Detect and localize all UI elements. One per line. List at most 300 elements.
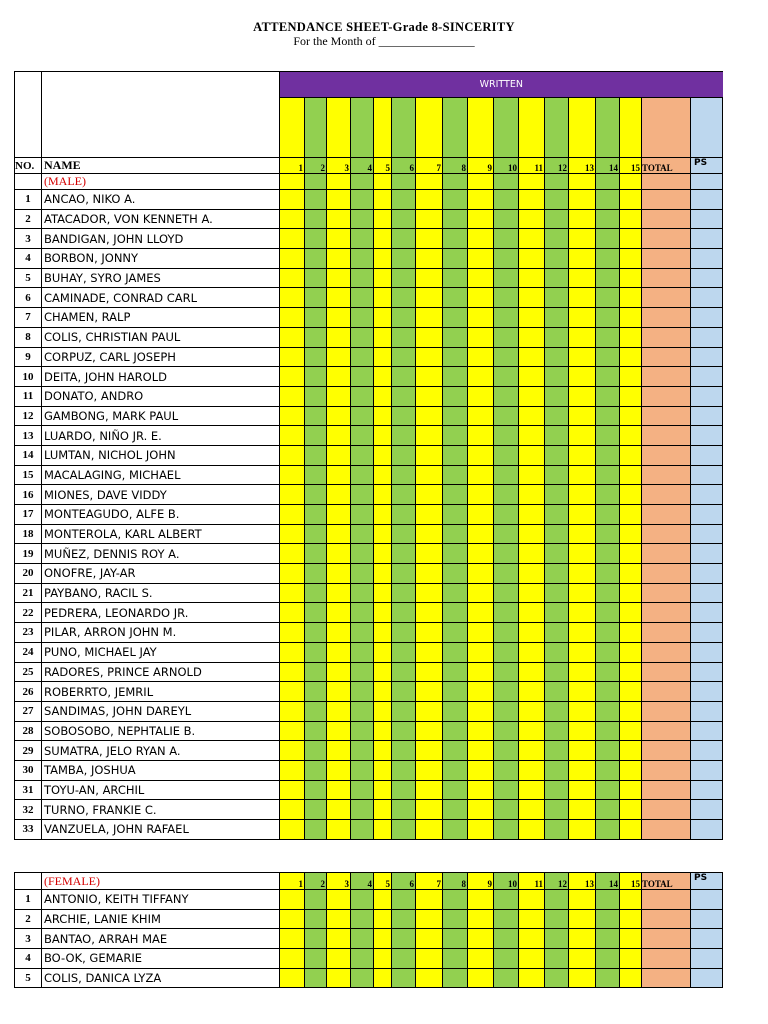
attendance-cell-day-9[interactable] [468,583,494,603]
attendance-cell-day-10[interactable] [494,741,519,761]
attendance-cell-day-6[interactable] [392,426,416,446]
attendance-cell-day-14[interactable] [596,800,620,820]
attendance-cell-day-9[interactable] [468,505,494,525]
attendance-cell-day-15[interactable] [620,949,642,969]
attendance-cell-day-6[interactable] [392,701,416,721]
attendance-cell-day-3[interactable] [327,929,351,949]
attendance-cell-day-9[interactable] [468,327,494,347]
attendance-cell-day-3[interactable] [327,721,351,741]
attendance-cell-day-5[interactable] [374,426,392,446]
attendance-cell-day-1[interactable] [280,268,305,288]
attendance-cell-day-12[interactable] [545,465,569,485]
attendance-cell-day-8[interactable] [443,820,468,840]
attendance-cell-day-8[interactable] [443,268,468,288]
attendance-cell-day-14[interactable] [596,465,620,485]
attendance-cell-day-3[interactable] [327,760,351,780]
attendance-cell-day-4[interactable] [351,190,374,210]
attendance-cell-day-11[interactable] [519,701,545,721]
total-cell[interactable] [642,288,691,308]
attendance-cell-day-11[interactable] [519,642,545,662]
attendance-cell-day-1[interactable] [280,465,305,485]
attendance-cell-day-3[interactable] [327,909,351,929]
attendance-cell-day-14[interactable] [596,524,620,544]
attendance-cell-day-11[interactable] [519,760,545,780]
attendance-cell-day-9[interactable] [468,929,494,949]
attendance-cell-day-3[interactable] [327,465,351,485]
attendance-cell-day-10[interactable] [494,820,519,840]
total-cell[interactable] [642,949,691,969]
attendance-cell-day-2[interactable] [305,623,327,643]
attendance-cell-day-7[interactable] [416,890,443,910]
attendance-cell-day-5[interactable] [374,308,392,328]
attendance-cell-day-12[interactable] [545,564,569,584]
attendance-cell-day-14[interactable] [596,701,620,721]
attendance-cell-day-15[interactable] [620,760,642,780]
attendance-cell-day-11[interactable] [519,485,545,505]
attendance-cell-day-14[interactable] [596,780,620,800]
attendance-cell-day-8[interactable] [443,929,468,949]
attendance-cell-day-1[interactable] [280,741,305,761]
attendance-cell-day-7[interactable] [416,347,443,367]
ps-cell[interactable] [691,968,723,988]
attendance-cell-day-2[interactable] [305,445,327,465]
attendance-cell-day-7[interactable] [416,662,443,682]
attendance-cell-day-15[interactable] [620,485,642,505]
attendance-cell-day-11[interactable] [519,682,545,702]
attendance-cell-day-13[interactable] [569,406,596,426]
attendance-cell-day-3[interactable] [327,190,351,210]
attendance-cell-day-6[interactable] [392,406,416,426]
attendance-cell-day-4[interactable] [351,642,374,662]
attendance-cell-day-13[interactable] [569,308,596,328]
attendance-cell-day-14[interactable] [596,268,620,288]
attendance-cell-day-12[interactable] [545,524,569,544]
attendance-cell-day-5[interactable] [374,800,392,820]
attendance-cell-day-5[interactable] [374,386,392,406]
attendance-cell-day-3[interactable] [327,968,351,988]
attendance-cell-day-1[interactable] [280,209,305,229]
ps-cell[interactable] [691,564,723,584]
attendance-cell-day-10[interactable] [494,662,519,682]
attendance-cell-day-11[interactable] [519,229,545,249]
attendance-cell-day-6[interactable] [392,909,416,929]
total-cell[interactable] [642,564,691,584]
attendance-cell-day-4[interactable] [351,890,374,910]
attendance-cell-day-4[interactable] [351,367,374,387]
attendance-cell-day-6[interactable] [392,662,416,682]
attendance-cell-day-15[interactable] [620,721,642,741]
attendance-cell-day-3[interactable] [327,327,351,347]
total-cell[interactable] [642,445,691,465]
attendance-cell-day-6[interactable] [392,268,416,288]
attendance-cell-day-6[interactable] [392,288,416,308]
attendance-cell-day-8[interactable] [443,949,468,969]
attendance-cell-day-9[interactable] [468,445,494,465]
attendance-cell-day-15[interactable] [620,929,642,949]
attendance-cell-day-15[interactable] [620,288,642,308]
attendance-cell-day-4[interactable] [351,701,374,721]
attendance-cell-day-15[interactable] [620,367,642,387]
attendance-cell-day-4[interactable] [351,386,374,406]
attendance-cell-day-11[interactable] [519,327,545,347]
attendance-cell-day-14[interactable] [596,544,620,564]
attendance-cell-day-12[interactable] [545,929,569,949]
attendance-cell-day-7[interactable] [416,327,443,347]
attendance-cell-day-9[interactable] [468,465,494,485]
attendance-cell-day-11[interactable] [519,929,545,949]
attendance-cell-day-12[interactable] [545,367,569,387]
attendance-cell-day-10[interactable] [494,308,519,328]
attendance-cell-day-1[interactable] [280,623,305,643]
attendance-cell-day-2[interactable] [305,820,327,840]
attendance-cell-day-14[interactable] [596,406,620,426]
total-cell[interactable] [642,367,691,387]
attendance-cell-day-15[interactable] [620,642,642,662]
attendance-cell-day-1[interactable] [280,800,305,820]
attendance-cell-day-12[interactable] [545,190,569,210]
ps-cell[interactable] [691,288,723,308]
attendance-cell-day-5[interactable] [374,741,392,761]
attendance-cell-day-1[interactable] [280,760,305,780]
attendance-cell-day-15[interactable] [620,623,642,643]
attendance-cell-day-11[interactable] [519,347,545,367]
attendance-cell-day-9[interactable] [468,308,494,328]
attendance-cell-day-3[interactable] [327,949,351,969]
attendance-cell-day-11[interactable] [519,890,545,910]
attendance-cell-day-12[interactable] [545,820,569,840]
total-cell[interactable] [642,327,691,347]
total-cell[interactable] [642,909,691,929]
attendance-cell-day-8[interactable] [443,741,468,761]
attendance-cell-day-11[interactable] [519,968,545,988]
attendance-cell-day-11[interactable] [519,209,545,229]
total-cell[interactable] [642,209,691,229]
ps-cell[interactable] [691,406,723,426]
total-cell[interactable] [642,701,691,721]
attendance-cell-day-5[interactable] [374,583,392,603]
attendance-cell-day-14[interactable] [596,642,620,662]
attendance-cell-day-5[interactable] [374,780,392,800]
attendance-cell-day-2[interactable] [305,760,327,780]
attendance-cell-day-5[interactable] [374,249,392,269]
attendance-cell-day-11[interactable] [519,524,545,544]
attendance-cell-day-9[interactable] [468,780,494,800]
ps-cell[interactable] [691,485,723,505]
attendance-cell-day-4[interactable] [351,682,374,702]
attendance-cell-day-11[interactable] [519,268,545,288]
attendance-cell-day-1[interactable] [280,564,305,584]
attendance-cell-day-8[interactable] [443,968,468,988]
attendance-cell-day-15[interactable] [620,406,642,426]
total-cell[interactable] [642,662,691,682]
attendance-cell-day-10[interactable] [494,524,519,544]
attendance-cell-day-4[interactable] [351,249,374,269]
attendance-cell-day-9[interactable] [468,524,494,544]
attendance-cell-day-7[interactable] [416,682,443,702]
attendance-cell-day-15[interactable] [620,209,642,229]
attendance-cell-day-14[interactable] [596,386,620,406]
attendance-cell-day-9[interactable] [468,190,494,210]
attendance-cell-day-11[interactable] [519,249,545,269]
attendance-cell-day-5[interactable] [374,721,392,741]
attendance-cell-day-11[interactable] [519,583,545,603]
attendance-cell-day-4[interactable] [351,760,374,780]
attendance-cell-day-7[interactable] [416,505,443,525]
attendance-cell-day-2[interactable] [305,524,327,544]
attendance-cell-day-6[interactable] [392,524,416,544]
attendance-cell-day-14[interactable] [596,760,620,780]
attendance-cell-day-6[interactable] [392,741,416,761]
attendance-cell-day-3[interactable] [327,642,351,662]
attendance-cell-day-7[interactable] [416,721,443,741]
attendance-cell-day-10[interactable] [494,949,519,969]
total-cell[interactable] [642,741,691,761]
attendance-cell-day-6[interactable] [392,603,416,623]
attendance-cell-day-6[interactable] [392,623,416,643]
attendance-cell-day-12[interactable] [545,386,569,406]
ps-cell[interactable] [691,505,723,525]
attendance-cell-day-4[interactable] [351,524,374,544]
total-cell[interactable] [642,249,691,269]
attendance-cell-day-12[interactable] [545,603,569,623]
attendance-cell-day-5[interactable] [374,909,392,929]
attendance-cell-day-5[interactable] [374,564,392,584]
attendance-cell-day-7[interactable] [416,603,443,623]
attendance-cell-day-11[interactable] [519,426,545,446]
attendance-cell-day-6[interactable] [392,505,416,525]
attendance-cell-day-7[interactable] [416,564,443,584]
ps-cell[interactable] [691,623,723,643]
attendance-cell-day-10[interactable] [494,485,519,505]
attendance-cell-day-11[interactable] [519,623,545,643]
attendance-cell-day-10[interactable] [494,426,519,446]
total-cell[interactable] [642,426,691,446]
attendance-cell-day-15[interactable] [620,268,642,288]
attendance-cell-day-1[interactable] [280,229,305,249]
ps-cell[interactable] [691,890,723,910]
attendance-cell-day-2[interactable] [305,544,327,564]
attendance-cell-day-12[interactable] [545,760,569,780]
attendance-cell-day-4[interactable] [351,780,374,800]
attendance-cell-day-12[interactable] [545,327,569,347]
attendance-cell-day-9[interactable] [468,367,494,387]
attendance-cell-day-3[interactable] [327,682,351,702]
attendance-cell-day-4[interactable] [351,209,374,229]
attendance-cell-day-6[interactable] [392,760,416,780]
attendance-cell-day-6[interactable] [392,544,416,564]
attendance-cell-day-7[interactable] [416,701,443,721]
attendance-cell-day-14[interactable] [596,249,620,269]
attendance-cell-day-15[interactable] [620,524,642,544]
attendance-cell-day-13[interactable] [569,949,596,969]
attendance-cell-day-13[interactable] [569,386,596,406]
attendance-cell-day-13[interactable] [569,367,596,387]
attendance-cell-day-15[interactable] [620,583,642,603]
attendance-cell-day-3[interactable] [327,623,351,643]
attendance-cell-day-14[interactable] [596,603,620,623]
attendance-cell-day-6[interactable] [392,968,416,988]
attendance-cell-day-4[interactable] [351,327,374,347]
attendance-cell-day-10[interactable] [494,929,519,949]
attendance-cell-day-8[interactable] [443,386,468,406]
attendance-cell-day-14[interactable] [596,445,620,465]
attendance-cell-day-5[interactable] [374,820,392,840]
attendance-cell-day-2[interactable] [305,229,327,249]
attendance-cell-day-13[interactable] [569,190,596,210]
attendance-cell-day-14[interactable] [596,741,620,761]
attendance-cell-day-15[interactable] [620,249,642,269]
attendance-cell-day-12[interactable] [545,505,569,525]
attendance-cell-day-10[interactable] [494,544,519,564]
attendance-cell-day-4[interactable] [351,800,374,820]
attendance-cell-day-11[interactable] [519,949,545,969]
attendance-cell-day-9[interactable] [468,268,494,288]
attendance-cell-day-9[interactable] [468,209,494,229]
ps-cell[interactable] [691,386,723,406]
attendance-cell-day-5[interactable] [374,190,392,210]
attendance-cell-day-7[interactable] [416,524,443,544]
total-cell[interactable] [642,890,691,910]
total-cell[interactable] [642,623,691,643]
attendance-cell-day-2[interactable] [305,741,327,761]
attendance-cell-day-12[interactable] [545,347,569,367]
attendance-cell-day-14[interactable] [596,367,620,387]
attendance-cell-day-4[interactable] [351,426,374,446]
attendance-cell-day-4[interactable] [351,721,374,741]
attendance-cell-day-7[interactable] [416,209,443,229]
attendance-cell-day-6[interactable] [392,308,416,328]
attendance-cell-day-13[interactable] [569,642,596,662]
attendance-cell-day-8[interactable] [443,642,468,662]
ps-cell[interactable] [691,367,723,387]
attendance-cell-day-8[interactable] [443,909,468,929]
ps-cell[interactable] [691,800,723,820]
attendance-cell-day-7[interactable] [416,623,443,643]
attendance-cell-day-11[interactable] [519,800,545,820]
attendance-cell-day-6[interactable] [392,190,416,210]
attendance-cell-day-6[interactable] [392,249,416,269]
attendance-cell-day-2[interactable] [305,701,327,721]
attendance-cell-day-5[interactable] [374,524,392,544]
ps-cell[interactable] [691,524,723,544]
attendance-cell-day-9[interactable] [468,347,494,367]
attendance-cell-day-13[interactable] [569,505,596,525]
attendance-cell-day-10[interactable] [494,642,519,662]
attendance-cell-day-12[interactable] [545,229,569,249]
ps-cell[interactable] [691,780,723,800]
attendance-cell-day-7[interactable] [416,386,443,406]
attendance-cell-day-5[interactable] [374,642,392,662]
attendance-cell-day-6[interactable] [392,642,416,662]
attendance-cell-day-1[interactable] [280,929,305,949]
attendance-cell-day-3[interactable] [327,800,351,820]
attendance-cell-day-15[interactable] [620,386,642,406]
attendance-cell-day-7[interactable] [416,367,443,387]
attendance-cell-day-12[interactable] [545,701,569,721]
attendance-cell-day-12[interactable] [545,890,569,910]
attendance-cell-day-6[interactable] [392,820,416,840]
attendance-cell-day-7[interactable] [416,406,443,426]
attendance-cell-day-2[interactable] [305,780,327,800]
attendance-cell-day-12[interactable] [545,544,569,564]
attendance-cell-day-15[interactable] [620,820,642,840]
attendance-cell-day-10[interactable] [494,505,519,525]
attendance-cell-day-10[interactable] [494,909,519,929]
attendance-cell-day-14[interactable] [596,623,620,643]
attendance-cell-day-8[interactable] [443,890,468,910]
attendance-cell-day-13[interactable] [569,760,596,780]
attendance-cell-day-1[interactable] [280,780,305,800]
attendance-cell-day-1[interactable] [280,662,305,682]
attendance-cell-day-10[interactable] [494,347,519,367]
attendance-cell-day-9[interactable] [468,662,494,682]
attendance-cell-day-15[interactable] [620,426,642,446]
attendance-cell-day-12[interactable] [545,780,569,800]
attendance-cell-day-7[interactable] [416,929,443,949]
attendance-cell-day-13[interactable] [569,701,596,721]
attendance-cell-day-13[interactable] [569,909,596,929]
attendance-cell-day-1[interactable] [280,386,305,406]
total-cell[interactable] [642,465,691,485]
attendance-cell-day-2[interactable] [305,209,327,229]
attendance-cell-day-7[interactable] [416,760,443,780]
attendance-cell-day-6[interactable] [392,465,416,485]
attendance-cell-day-7[interactable] [416,800,443,820]
attendance-cell-day-8[interactable] [443,800,468,820]
attendance-cell-day-6[interactable] [392,721,416,741]
attendance-cell-day-10[interactable] [494,721,519,741]
attendance-cell-day-8[interactable] [443,682,468,702]
attendance-cell-day-8[interactable] [443,505,468,525]
attendance-cell-day-13[interactable] [569,524,596,544]
attendance-cell-day-8[interactable] [443,760,468,780]
attendance-cell-day-9[interactable] [468,426,494,446]
attendance-cell-day-10[interactable] [494,968,519,988]
attendance-cell-day-13[interactable] [569,968,596,988]
total-cell[interactable] [642,642,691,662]
attendance-cell-day-5[interactable] [374,347,392,367]
attendance-cell-day-3[interactable] [327,820,351,840]
attendance-cell-day-11[interactable] [519,780,545,800]
attendance-cell-day-5[interactable] [374,465,392,485]
attendance-cell-day-1[interactable] [280,406,305,426]
ps-cell[interactable] [691,209,723,229]
attendance-cell-day-7[interactable] [416,426,443,446]
attendance-cell-day-2[interactable] [305,505,327,525]
attendance-cell-day-15[interactable] [620,465,642,485]
attendance-cell-day-3[interactable] [327,445,351,465]
attendance-cell-day-1[interactable] [280,524,305,544]
attendance-cell-day-14[interactable] [596,327,620,347]
attendance-cell-day-6[interactable] [392,229,416,249]
attendance-cell-day-1[interactable] [280,505,305,525]
attendance-cell-day-10[interactable] [494,760,519,780]
attendance-cell-day-4[interactable] [351,741,374,761]
attendance-cell-day-15[interactable] [620,327,642,347]
attendance-cell-day-6[interactable] [392,583,416,603]
attendance-cell-day-5[interactable] [374,505,392,525]
attendance-cell-day-5[interactable] [374,288,392,308]
attendance-cell-day-4[interactable] [351,949,374,969]
attendance-cell-day-7[interactable] [416,544,443,564]
attendance-cell-day-3[interactable] [327,485,351,505]
attendance-cell-day-1[interactable] [280,544,305,564]
attendance-cell-day-3[interactable] [327,701,351,721]
attendance-cell-day-10[interactable] [494,268,519,288]
attendance-cell-day-1[interactable] [280,327,305,347]
attendance-cell-day-13[interactable] [569,682,596,702]
attendance-cell-day-14[interactable] [596,721,620,741]
